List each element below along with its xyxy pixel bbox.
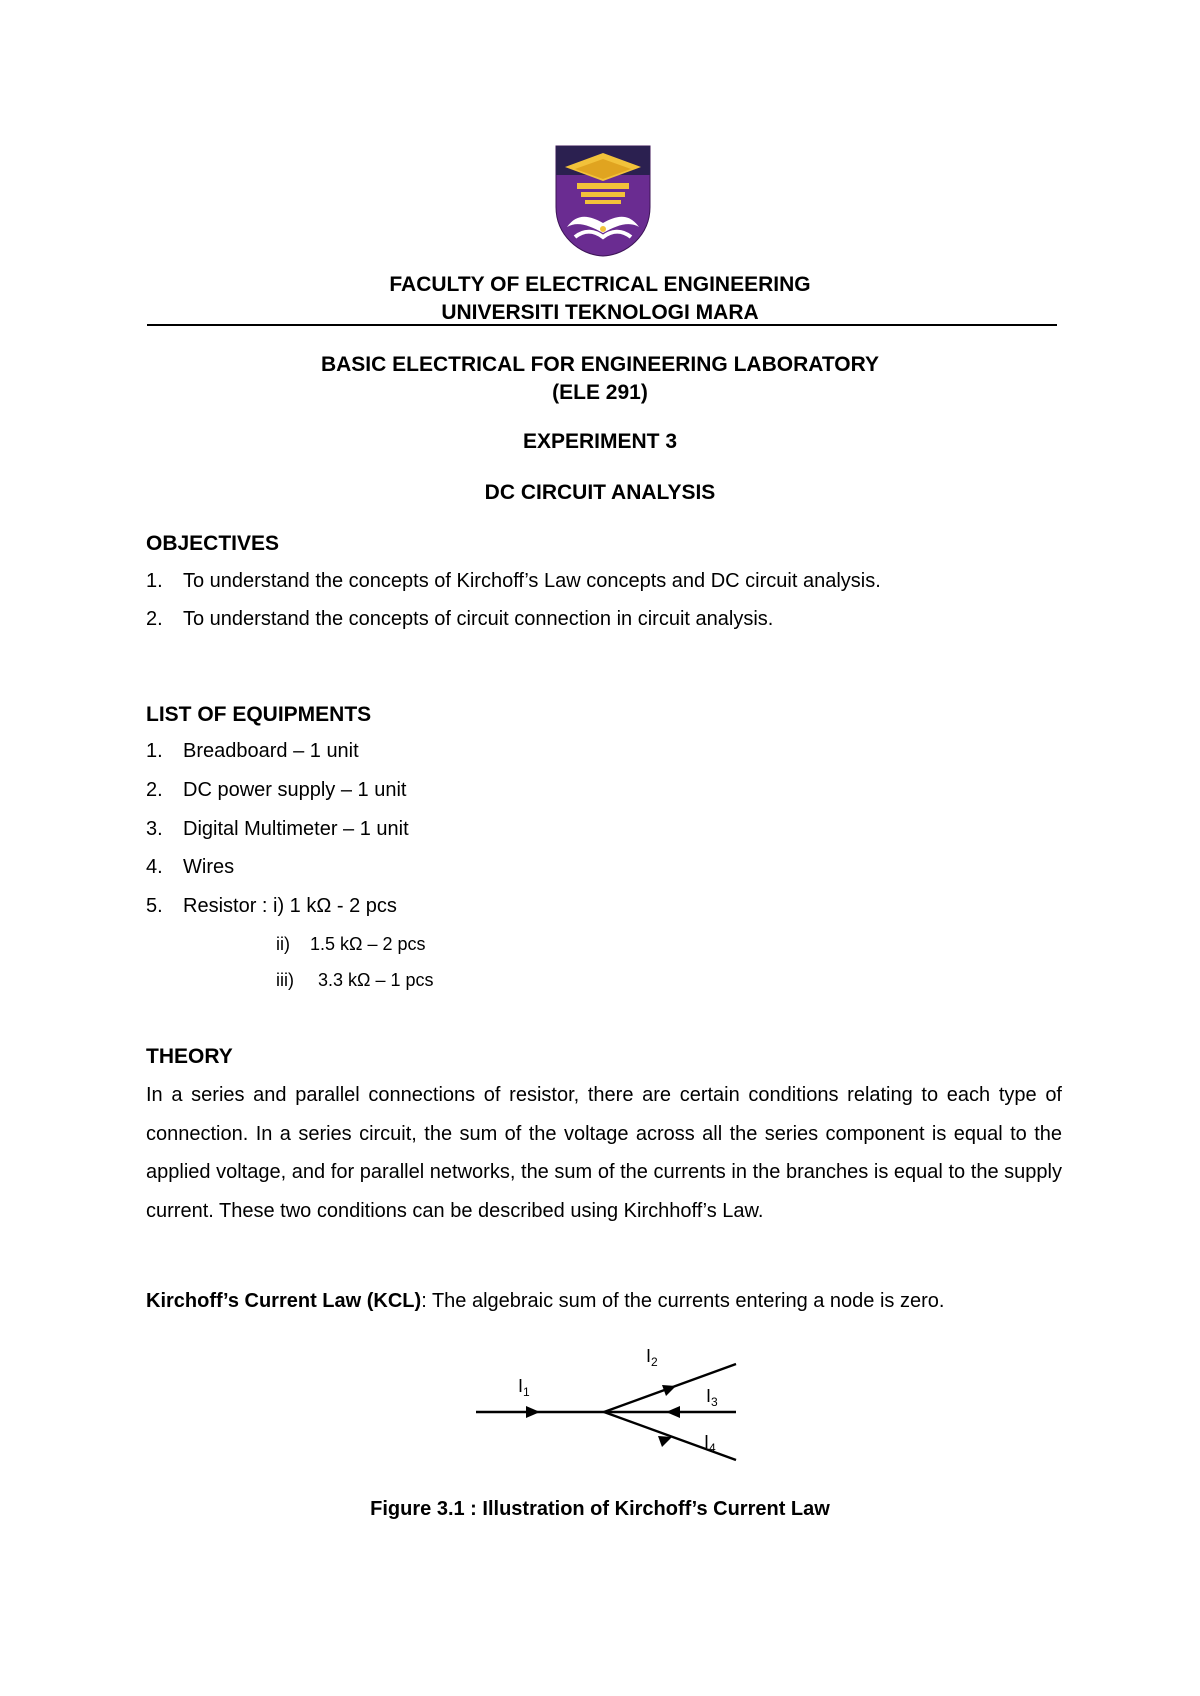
equipment-text: DC power supply – 1 unit — [183, 779, 407, 801]
experiment-title: DC CIRCUIT ANALYSIS — [484, 481, 716, 504]
equipment-text: Resistor : i) 1 kΩ - 2 pcs — [183, 895, 397, 917]
figure-caption: Figure 3.1 : Illustration of Kirchoff’s Current Law — [370, 1498, 830, 1520]
label-i2: $I_2$ — [646, 1346, 658, 1369]
label-i4: $I_4$ — [704, 1432, 716, 1455]
university-name: UNIVERSITI TEKNOLOGI MARA — [441, 301, 759, 324]
list-number: 4. — [146, 856, 163, 878]
lab-title: BASIC ELECTRICAL FOR ENGINEERING LABORATORY — [320, 353, 880, 376]
list-number: 1. — [146, 740, 163, 762]
resistor-spec: 3.3 kΩ – 1 pcs — [318, 970, 434, 990]
equipment-text: Wires — [183, 856, 235, 878]
equipment-text: Digital Multimeter – 1 unit — [183, 818, 409, 840]
faculty-name: FACULTY OF ELECTRICAL ENGINEERING — [389, 273, 811, 296]
course-code: (ELE 291) — [552, 381, 648, 404]
experiment-number: EXPERIMENT 3 — [522, 430, 678, 453]
arrow-i3-icon — [666, 1406, 680, 1418]
kcl-diagram — [470, 1340, 750, 1470]
kcl-statement — [146, 1290, 944, 1313]
objective-text: To understand the concepts of circuit connection in circuit analysis. — [183, 608, 774, 630]
list-number: 2. — [146, 608, 163, 630]
list-number: 1. — [146, 570, 163, 592]
roman-numeral: iii) — [276, 970, 294, 990]
list-number: 5. — [146, 895, 163, 917]
label-i1: $I_1$ — [518, 1376, 530, 1399]
kcl-label: Kirchoff’s Current Law (KCL) — [146, 1290, 422, 1312]
list-number: 3. — [146, 818, 163, 840]
equipment-text: Breadboard – 1 unit — [183, 740, 359, 762]
arrow-i1-icon — [526, 1406, 540, 1418]
arrow-i2-icon — [662, 1385, 676, 1396]
kcl-text: : The algebraic sum of the currents entering a node is zero. — [421, 1290, 945, 1312]
objectives-heading: OBJECTIVES — [146, 532, 280, 555]
arrow-i4-icon — [658, 1436, 672, 1447]
roman-numeral: ii) — [276, 934, 290, 954]
header-divider — [147, 324, 1057, 326]
equipment-heading: LIST OF EQUIPMENTS — [146, 703, 372, 726]
theory-paragraph: In a series and parallel connections of resistor, there are certain conditions relating to each type of connection. In a series circuit, the sum of the voltage across all the series component is equal to the applied voltage, and for parallel networks, the sum of the currents in the branches is equal to the supply current. These two conditions can be described using Kirchhoff’s Law. — [146, 1084, 1062, 1222]
theory-heading: THEORY — [146, 1045, 233, 1068]
resistor-spec: 1.5 kΩ – 2 pcs — [310, 934, 426, 954]
branch-i4-line — [604, 1412, 736, 1460]
label-i3: $I_3$ — [706, 1386, 718, 1409]
objective-text: To understand the concepts of Kirchoff’s Law concepts and DC circuit analysis. — [183, 570, 881, 592]
university-logo — [555, 145, 651, 257]
list-number: 2. — [146, 779, 163, 801]
